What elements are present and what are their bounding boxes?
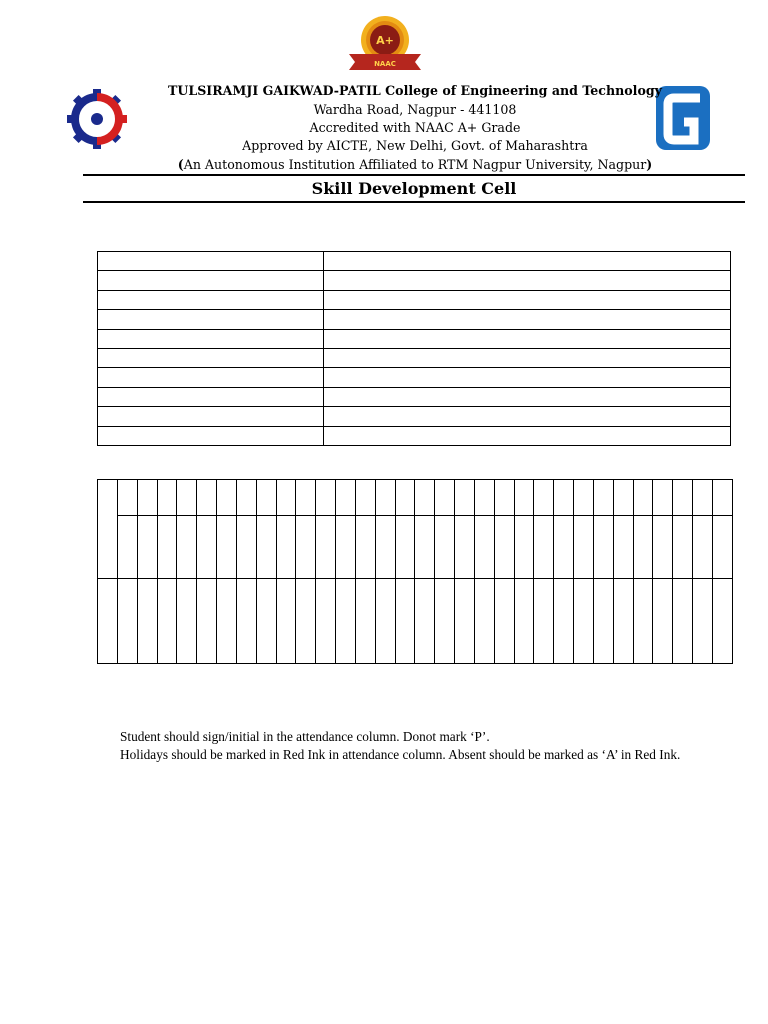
attendance-cell xyxy=(355,480,375,516)
info-table-row xyxy=(98,348,731,367)
info-label-cell xyxy=(98,407,324,426)
info-label-cell xyxy=(98,329,324,348)
attendance-cell xyxy=(296,578,316,663)
attendance-cell xyxy=(276,480,296,516)
attendance-cell xyxy=(613,480,633,516)
attendance-cell xyxy=(157,578,177,663)
attendance-cell xyxy=(375,578,395,663)
info-table-row xyxy=(98,252,731,271)
attendance-cell xyxy=(316,578,336,663)
attendance-row xyxy=(98,578,733,663)
info-value-cell xyxy=(324,271,731,290)
attendance-cell xyxy=(514,578,534,663)
attendance-cell xyxy=(474,516,494,578)
attendance-cell xyxy=(574,516,594,578)
accreditation-line: Accredited with NAAC A+ Grade xyxy=(309,120,521,135)
attendance-cell xyxy=(236,516,256,578)
attendance-cell xyxy=(236,480,256,516)
attendance-cell xyxy=(217,480,237,516)
attendance-cell xyxy=(415,578,435,663)
attendance-cell xyxy=(177,578,197,663)
attendance-cell xyxy=(435,578,455,663)
info-table-row xyxy=(98,387,731,406)
attendance-cell xyxy=(118,516,138,578)
info-label-cell xyxy=(98,348,324,367)
attendance-grid xyxy=(97,479,733,664)
attendance-cell xyxy=(534,480,554,516)
attendance-cell xyxy=(137,480,157,516)
attendance-cell xyxy=(593,516,613,578)
attendance-row xyxy=(98,480,733,516)
info-value-cell xyxy=(324,310,731,329)
attendance-cell xyxy=(375,516,395,578)
info-value-cell xyxy=(324,368,731,387)
info-value-cell xyxy=(324,252,731,271)
attendance-cell xyxy=(415,516,435,578)
attendance-cell xyxy=(653,578,673,663)
naac-grade-text: A+ xyxy=(376,34,394,47)
attendance-cell xyxy=(118,480,138,516)
naac-ribbon-text: NAAC xyxy=(374,60,396,68)
attendance-cell xyxy=(554,516,574,578)
attendance-cell xyxy=(375,480,395,516)
info-label-cell xyxy=(98,310,324,329)
info-value-cell xyxy=(324,348,731,367)
open-paren: ( xyxy=(177,157,184,172)
info-table-row xyxy=(98,271,731,290)
info-table-row xyxy=(98,407,731,426)
attendance-cell xyxy=(197,480,217,516)
attendance-cell xyxy=(157,480,177,516)
attendance-cell xyxy=(197,516,217,578)
attendance-cell xyxy=(534,578,554,663)
attendance-cell xyxy=(574,480,594,516)
attendance-cell xyxy=(455,578,475,663)
attendance-cell xyxy=(633,578,653,663)
attendance-cell xyxy=(613,516,633,578)
college-name: TULSIRAMJI GAIKWAD-PATIL College of Engineering and Technology xyxy=(168,83,662,98)
info-value-cell xyxy=(324,426,731,445)
attendance-cell xyxy=(633,516,653,578)
sign-instruction-note: Student should sign/initial in the attendance column. Donot mark ‘P’. xyxy=(120,729,490,744)
attendance-cell xyxy=(316,480,336,516)
info-table-row xyxy=(98,329,731,348)
attendance-cell xyxy=(236,578,256,663)
holiday-instruction-note: Holidays should be marked in Red Ink in attendance column. Absent should be marked as ‘A’ in Red Ink. xyxy=(120,747,681,762)
info-table-row xyxy=(98,290,731,309)
attendance-cell xyxy=(693,578,713,663)
info-label-cell xyxy=(98,252,324,271)
header-rule-bottom xyxy=(83,201,745,203)
attendance-cell xyxy=(653,516,673,578)
attendance-cell xyxy=(137,578,157,663)
attendance-cell xyxy=(197,578,217,663)
attendance-cell xyxy=(157,516,177,578)
info-value-cell xyxy=(324,387,731,406)
attendance-cell xyxy=(474,480,494,516)
attendance-cell xyxy=(455,480,475,516)
attendance-cell xyxy=(712,516,732,578)
attendance-cell xyxy=(494,578,514,663)
autonomous-text: An Autonomous Institution Affiliated to RTM Nagpur University, Nagpur xyxy=(183,157,647,172)
attendance-cell xyxy=(296,516,316,578)
attendance-cell xyxy=(455,516,475,578)
attendance-cell xyxy=(712,578,732,663)
attendance-cell xyxy=(256,480,276,516)
attendance-cell xyxy=(693,516,713,578)
attendance-cell xyxy=(653,480,673,516)
naac-badge-icon xyxy=(345,14,425,76)
attendance-cell xyxy=(276,516,296,578)
attendance-cell xyxy=(336,480,356,516)
attendance-cell xyxy=(673,516,693,578)
attendance-cell xyxy=(256,516,276,578)
attendance-cell xyxy=(395,480,415,516)
attendance-cell xyxy=(574,578,594,663)
attendance-cell xyxy=(217,516,237,578)
attendance-cell xyxy=(554,578,574,663)
attendance-cell xyxy=(693,480,713,516)
info-table-row xyxy=(98,426,731,445)
info-label-cell xyxy=(98,426,324,445)
attendance-cell xyxy=(98,480,118,579)
attendance-cell xyxy=(633,480,653,516)
attendance-cell xyxy=(554,480,574,516)
attendance-cell xyxy=(355,516,375,578)
info-label-cell xyxy=(98,387,324,406)
attendance-cell xyxy=(494,516,514,578)
attendance-cell xyxy=(593,480,613,516)
attendance-cell xyxy=(514,480,534,516)
attendance-cell xyxy=(593,578,613,663)
attendance-cell xyxy=(435,480,455,516)
college-address: Wardha Road, Nagpur - 441108 xyxy=(313,102,517,117)
header-rule-top xyxy=(83,174,745,176)
page-title: Skill Development Cell xyxy=(311,179,517,198)
attendance-cell xyxy=(276,578,296,663)
attendance-cell xyxy=(673,578,693,663)
info-value-cell xyxy=(324,407,731,426)
info-table-row xyxy=(98,368,731,387)
attendance-cell xyxy=(336,516,356,578)
attendance-cell xyxy=(217,578,237,663)
attendance-cell xyxy=(494,480,514,516)
attendance-cell xyxy=(514,516,534,578)
attendance-cell xyxy=(673,480,693,516)
autonomous-line xyxy=(160,156,670,174)
attendance-cell xyxy=(296,480,316,516)
attendance-row xyxy=(98,516,733,578)
info-label-cell xyxy=(98,271,324,290)
approval-line: Approved by AICTE, New Delhi, Govt. of Maharashtra xyxy=(242,138,588,153)
info-label-cell xyxy=(98,368,324,387)
attendance-cell xyxy=(712,480,732,516)
info-value-cell xyxy=(324,290,731,309)
attendance-cell xyxy=(316,516,336,578)
attendance-cell xyxy=(613,578,633,663)
attendance-cell xyxy=(534,516,554,578)
attendance-cell xyxy=(118,578,138,663)
attendance-cell xyxy=(355,578,375,663)
attendance-cell xyxy=(177,516,197,578)
attendance-cell xyxy=(336,578,356,663)
info-table xyxy=(97,251,731,446)
gear-emblem-icon xyxy=(66,86,128,152)
attendance-cell xyxy=(474,578,494,663)
attendance-cell xyxy=(395,516,415,578)
attendance-cell xyxy=(177,480,197,516)
close-paren: ) xyxy=(646,157,653,172)
attendance-cell xyxy=(98,578,118,663)
info-label-cell xyxy=(98,290,324,309)
info-table-row xyxy=(98,310,731,329)
attendance-cell xyxy=(415,480,435,516)
attendance-cell xyxy=(435,516,455,578)
attendance-cell xyxy=(395,578,415,663)
attendance-cell xyxy=(256,578,276,663)
info-value-cell xyxy=(324,329,731,348)
attendance-cell xyxy=(137,516,157,578)
